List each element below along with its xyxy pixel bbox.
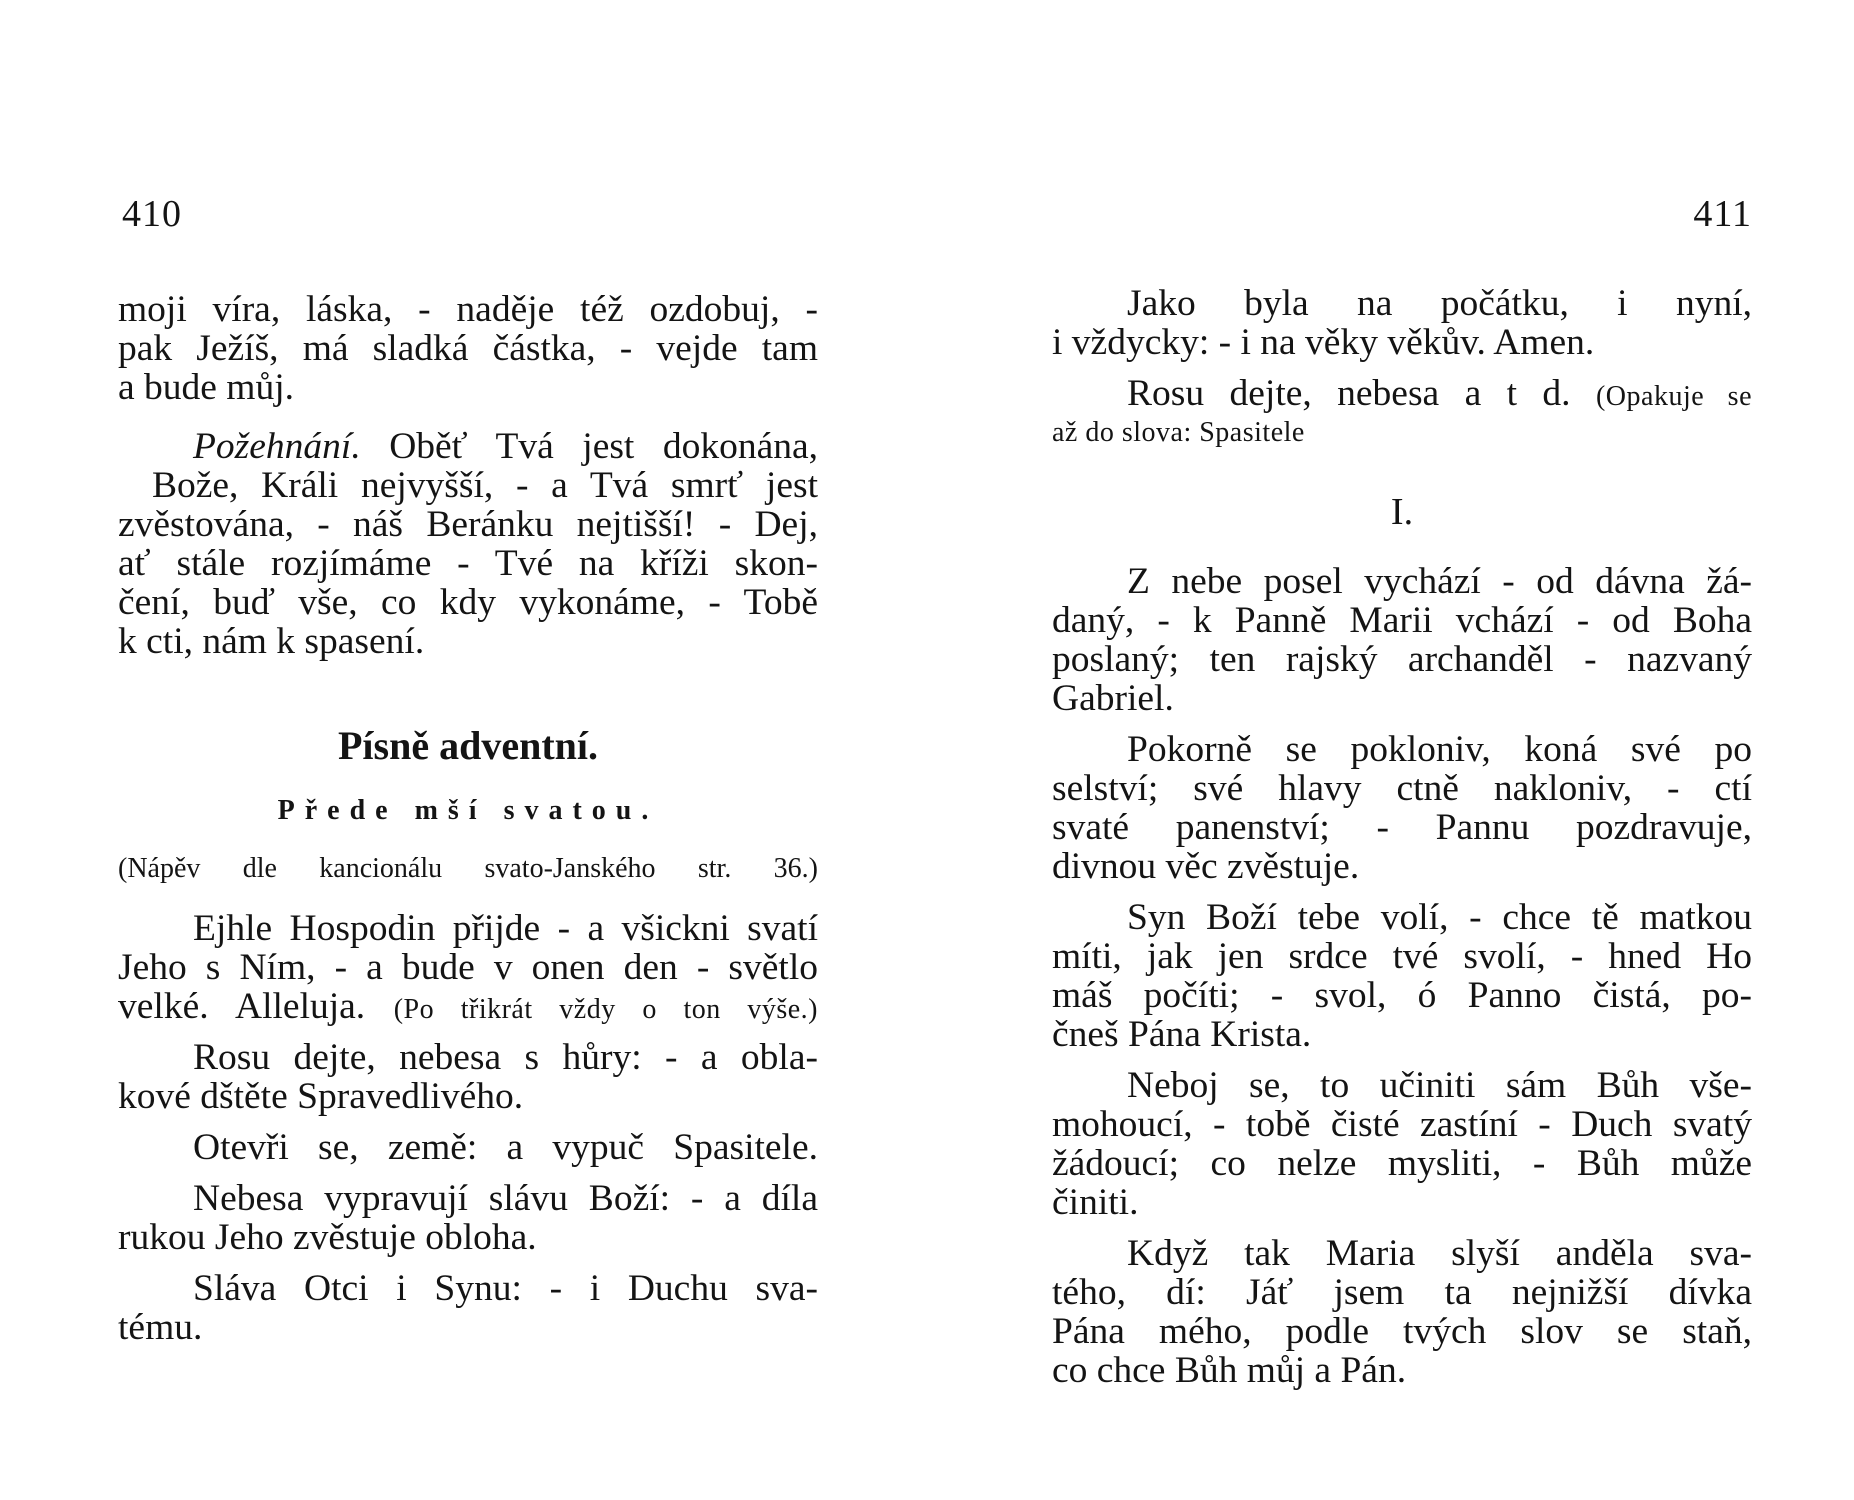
section-subtitle: Přede mší svatou.	[277, 795, 659, 826]
text-line: Bože, Králi nejvyšší, - a Tvá smrť jest	[152, 465, 818, 506]
text-line: svaté panenství; - Pannu pozdravuje,	[1052, 807, 1752, 848]
text-line: tého, dí: Jáť jsem ta nejnižší dívka	[1052, 1272, 1752, 1313]
text-line: máš počíti; - svol, ó Panno čistá, po-	[1052, 975, 1752, 1016]
right-page-body	[1052, 284, 1752, 1390]
page-number: 410	[122, 193, 182, 235]
repeat-instruction	[1052, 374, 1752, 452]
blessing-first-line-text: Oběť Tvá jest dokonána,	[389, 426, 818, 467]
text-line: Jeho s Ním, - a bude v onen den - světlo	[118, 947, 818, 988]
verse	[118, 1179, 818, 1257]
section-title: Písně adventní.	[337, 723, 599, 768]
left-page-body	[118, 290, 818, 1347]
text-line: co chce Bůh můj a Pán.	[1052, 1350, 1407, 1391]
stanza	[1052, 1234, 1752, 1390]
text-line: čneš Pána Krista.	[1052, 1014, 1312, 1055]
text-line: Ejhle Hospodin přijde - a všickni svatí	[193, 908, 818, 949]
text-line: poslaný; ten rajský archanděl - nazvaný	[1052, 639, 1752, 680]
text-line: k cti, nám k spasení.	[118, 621, 425, 662]
text-line: míti, jak jen srdce tvé svolí, - hned Ho	[1052, 936, 1752, 977]
text-line: Neboj se, to učiniti sám Bůh vše-	[1127, 1065, 1752, 1106]
text-line: tému.	[118, 1307, 203, 1348]
text-line: Otevři se, země: a vypuč Spasitele.	[193, 1127, 818, 1168]
left-page	[118, 0, 818, 1500]
text-line: činiti.	[1052, 1182, 1139, 1223]
text-line: Pokorně se pokloniv, koná své po	[1127, 729, 1752, 770]
text-line: žádoucí; co nelze mysliti, - Bůh může	[1052, 1143, 1752, 1184]
text-line: a bude můj.	[118, 367, 295, 408]
top-paragraph	[118, 290, 818, 407]
repeat-note: (Opakuje se	[1595, 381, 1752, 412]
text-line: selství; své hlavy ctně nakloniv, - ctí	[1052, 768, 1752, 809]
text-line: Sláva Otci i Synu: - i Duchu sva-	[193, 1268, 818, 1309]
text-line: čení, buď vše, co kdy vykonáme, - Tobě	[118, 582, 818, 623]
stanza	[1052, 1066, 1752, 1222]
verse	[118, 1128, 818, 1167]
text-line: divnou věc zvěstuje.	[1052, 846, 1360, 887]
hymn-number: I.	[1390, 491, 1414, 533]
stanza	[1052, 898, 1752, 1054]
right-page	[1052, 0, 1752, 1500]
text-line: Když tak Maria slyší anděla sva-	[1127, 1233, 1752, 1274]
text-line: mohoucí, - tobě čisté zastíní - Duch svatý	[1052, 1104, 1752, 1145]
verse	[118, 1269, 818, 1347]
text-line: Z nebe posel vychází - od dávna žá-	[1127, 561, 1752, 602]
text-line: ať stále rozjímáme - Tvé na kříži skon-	[118, 543, 818, 584]
verse	[118, 909, 818, 1026]
stanza	[1052, 730, 1752, 886]
text-line: Gabriel.	[1052, 678, 1174, 719]
repeat-note-continued: až do slova: Spasitele	[1052, 417, 1305, 448]
text-line: i vždycky: - i na věky věkův. Amen.	[1052, 322, 1595, 363]
repeat-text: Rosu dejte, nebesa a t d.	[1127, 373, 1571, 414]
text-line: Jako byla na počátku, i nyní,	[1127, 283, 1752, 324]
verse-last-line-text: velké. Alleluja.	[118, 986, 366, 1027]
stanza	[1052, 562, 1752, 718]
repeat-line	[1052, 374, 1752, 413]
blessing-first-line	[118, 427, 818, 466]
text-line: Rosu dejte, nebesa s hůry: - a obla-	[193, 1037, 818, 1078]
text-line: daný, - k Panně Marii vchází - od Boha	[1052, 600, 1752, 641]
blessing-paragraph	[118, 427, 818, 661]
text-line: pak Ježíš, má sladká částka, - vejde tam	[118, 328, 818, 369]
text-line: Nebesa vypravují slávu Boží: - a díla	[193, 1178, 818, 1219]
repeat-note: (Po třikrát vždy o ton výše.)	[393, 994, 819, 1025]
page-number: 411	[1693, 193, 1752, 235]
doxology	[1052, 284, 1752, 362]
text-line: Pána mého, podle tvých slov se staň,	[1052, 1311, 1752, 1352]
blessing-label: Požehnání.	[193, 426, 361, 467]
verse-last-line	[118, 987, 818, 1026]
verse	[118, 1038, 818, 1116]
melody-note: (Nápěv dle kancionálu svato-Janského str. 36.)	[118, 853, 818, 884]
text-line: moji víra, láska, - naděje též ozdobuj, -	[118, 289, 818, 330]
text-line: zvěstována, - náš Beránku nejtišší! - Dej,	[118, 504, 818, 545]
text-line: rukou Jeho zvěstuje obloha.	[118, 1217, 537, 1258]
text-line: kové dštěte Spravedlivého.	[118, 1076, 524, 1117]
text-line: Syn Boží tebe volí, - chce tě matkou	[1127, 897, 1752, 938]
